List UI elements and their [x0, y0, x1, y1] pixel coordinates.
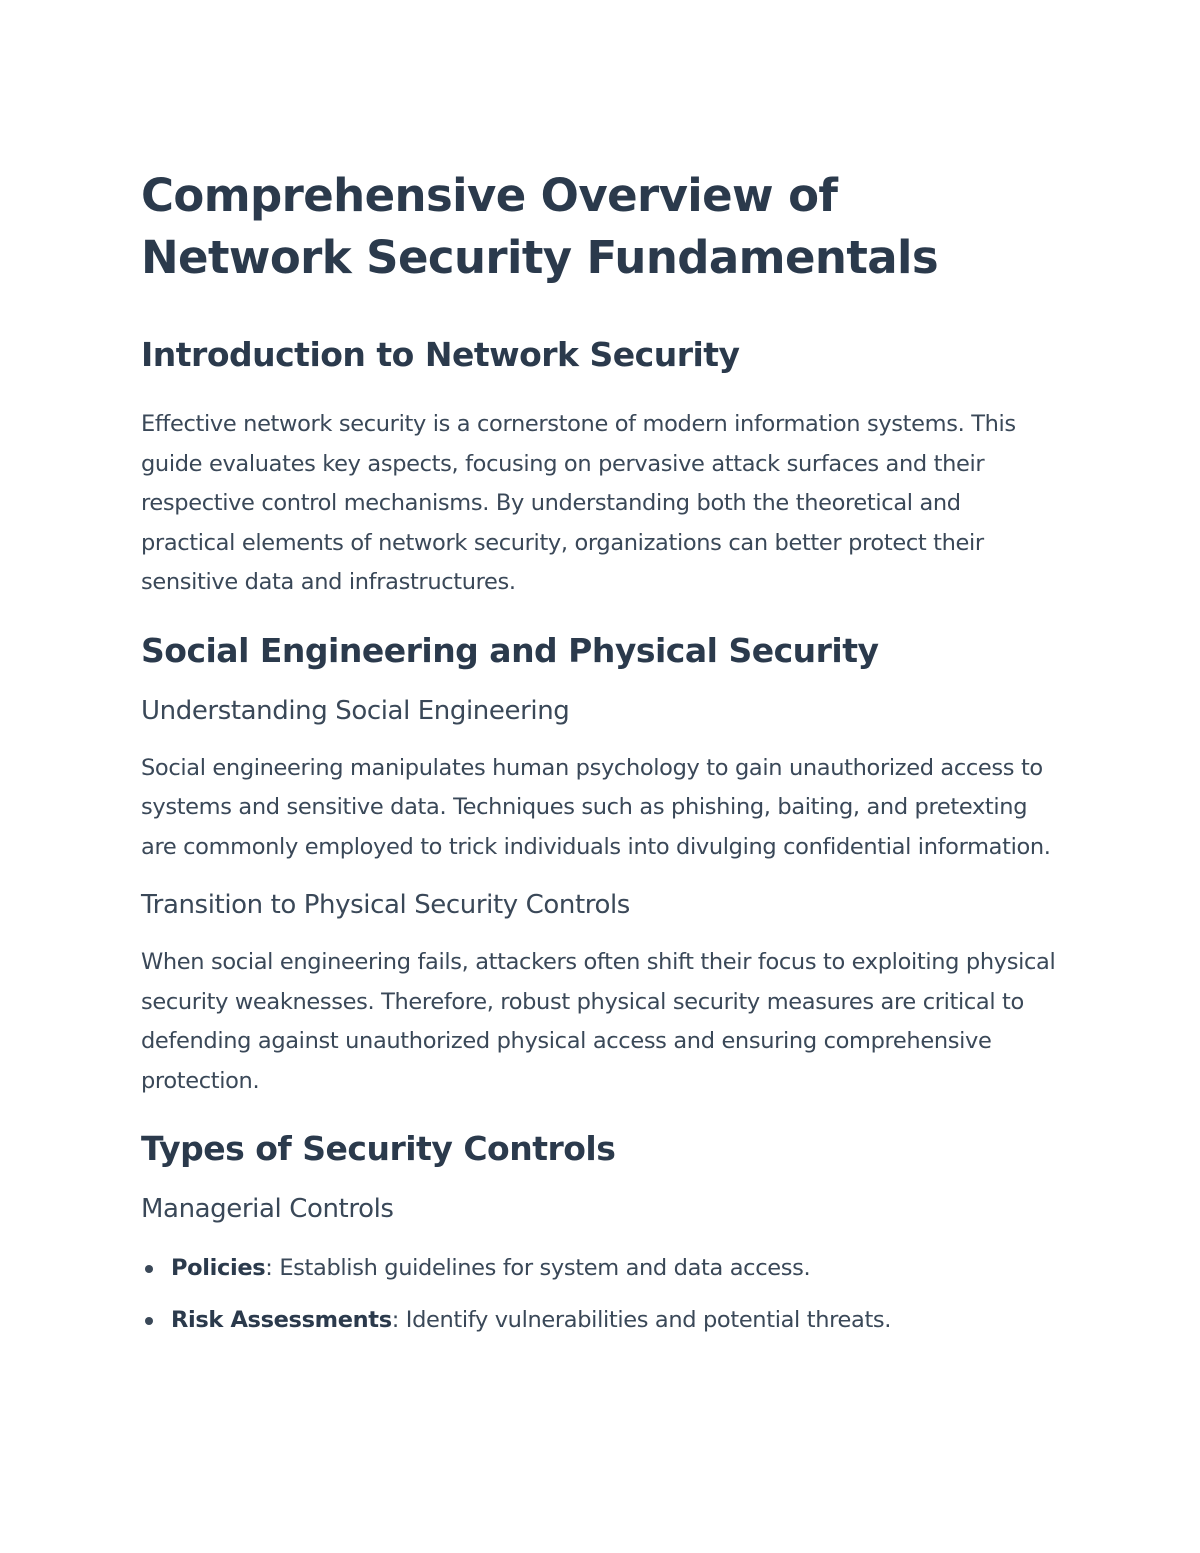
physical-security-paragraph: When social engineering fails, attackers often shift their focus to exploiting physical security weaknesses. Therefore, robust physical security measures are critical to defending against unauthorized physical access and ensuring comprehensive protection.	[141, 949, 1056, 1094]
list-item-text: : Establish guidelines for system and data access.	[265, 1255, 811, 1281]
list-item	[141, 1249, 1061, 1289]
heading-introduction: Introduction to Network Security	[141, 335, 740, 374]
heading-security-controls: Types of Security Controls	[141, 1129, 616, 1168]
document-page	[141, 165, 1061, 1340]
heading-social-engineering: Social Engineering and Physical Security	[141, 630, 879, 670]
intro-paragraph: Effective network security is a cornerstone of modern information systems. This guide evaluates key aspects, focusing on pervasive attack surfaces and their respective control mechanisms. By understanding both the theoretical and practical elements of network security, organizations can better protect their sensitive data and infrastructures.	[141, 411, 1016, 595]
social-engineering-paragraph: Social engineering manipulates human psychology to gain unauthorized access to systems and sensitive data. Techniques such as phishing, baiting, and pretexting are commonly employed to trick individuals into divulging confidential information.	[141, 754, 1051, 860]
document-title: Comprehensive Overview of Network Security Fundamentals	[141, 169, 939, 284]
managerial-controls-list	[141, 1249, 1061, 1340]
bullet-icon	[145, 1265, 153, 1273]
list-item-term: Policies	[171, 1255, 266, 1281]
list-item-term: Risk Assessments	[171, 1306, 392, 1333]
subheading-managerial-controls: Managerial Controls	[141, 1194, 394, 1224]
bullet-icon	[145, 1317, 153, 1325]
list-item-text: : Identify vulnerabilities and potential threats.	[391, 1306, 892, 1333]
list-item	[141, 1301, 1061, 1341]
subheading-physical-security: Transition to Physical Security Controls	[141, 890, 630, 920]
subheading-understanding-social-engineering: Understanding Social Engineering	[141, 695, 570, 726]
